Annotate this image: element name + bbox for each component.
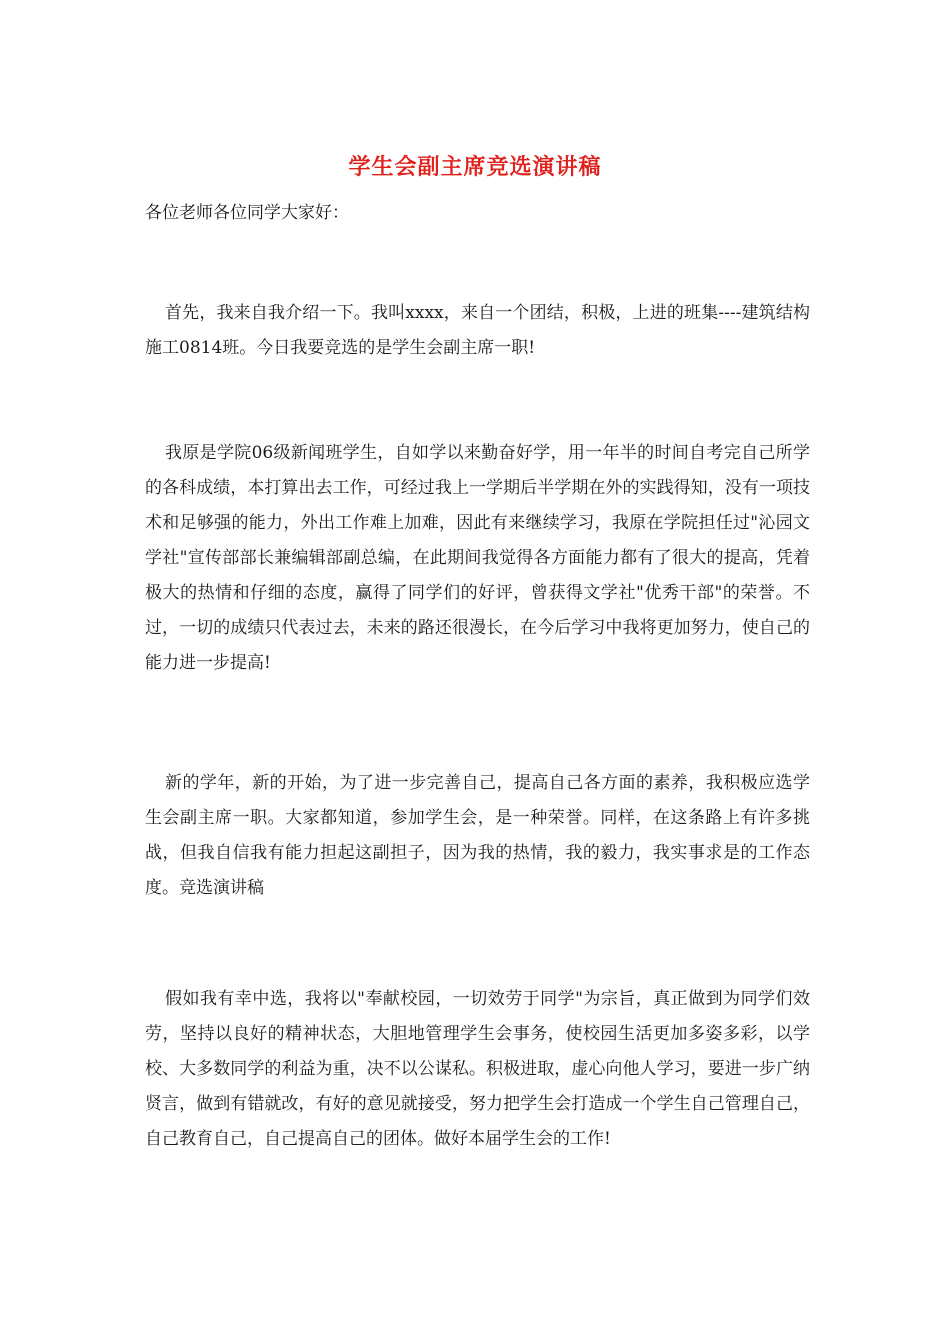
greeting: 各位老师各位同学大家好： xyxy=(145,203,349,223)
paragraph-commitment: 假如我有幸中选，我将以"奉献校园，一切效劳于同学"为宗旨，真正做到为同学们效劳，坚持以良好的精神状态，大胆地管理学生会事务，使校园生活更加多姿多彩，以学校、大多数同学的利益为重，决不以公谋私。积极进取，虚心向他人学习，要进一步广纳贤言，做到有错就改，有好的意见就接受，努力把学生会打造成一个学生自己管理自己，自己教育自己，自己提高自己的团体。做好本届学生会的工作! xyxy=(145,989,810,1149)
paragraph-introduction: 首先，我来自我介绍一下。我叫xxxx，来自一个团结，积极，上进的班集----建筑结构施工0814班。今日我要竞选的是学生会副主席一职! xyxy=(145,303,810,358)
document-title: 学生会副主席竞选演讲稿 xyxy=(348,154,602,180)
paragraph-motivation: 新的学年，新的开始，为了进一步完善自己，提高自己各方面的素养，我积极应选学生会副主席一职。大家都知道，参加学生会，是一种荣誉。同样，在这条路上有许多挑战，但我自信我有能力担起这副担子，因为我的热情，我的毅力，我实事求是的工作态度。竞选演讲稿 xyxy=(145,773,810,898)
paragraph-background: 我原是学院06级新闻班学生，自如学以来勤奋好学，用一年半的时间自考完自己所学的各科成绩，本打算出去工作，可经过我上一学期后半学期在外的实践得知，没有一项技术和足够强的能力，外出工作难上加难，因此有来继续学习，我原在学院担任过"沁园文学社"宣传部部长兼编辑部副总编，在此期间我觉得各方面能力都有了很大的提高，凭着极大的热情和仔细的态度，赢得了同学们的好评，曾获得文学社"优秀干部"的荣誉。不过，一切的成绩只代表过去，未来的路还很漫长，在今后学习中我将更加努力，使自己的能力进一步提高! xyxy=(145,443,810,673)
